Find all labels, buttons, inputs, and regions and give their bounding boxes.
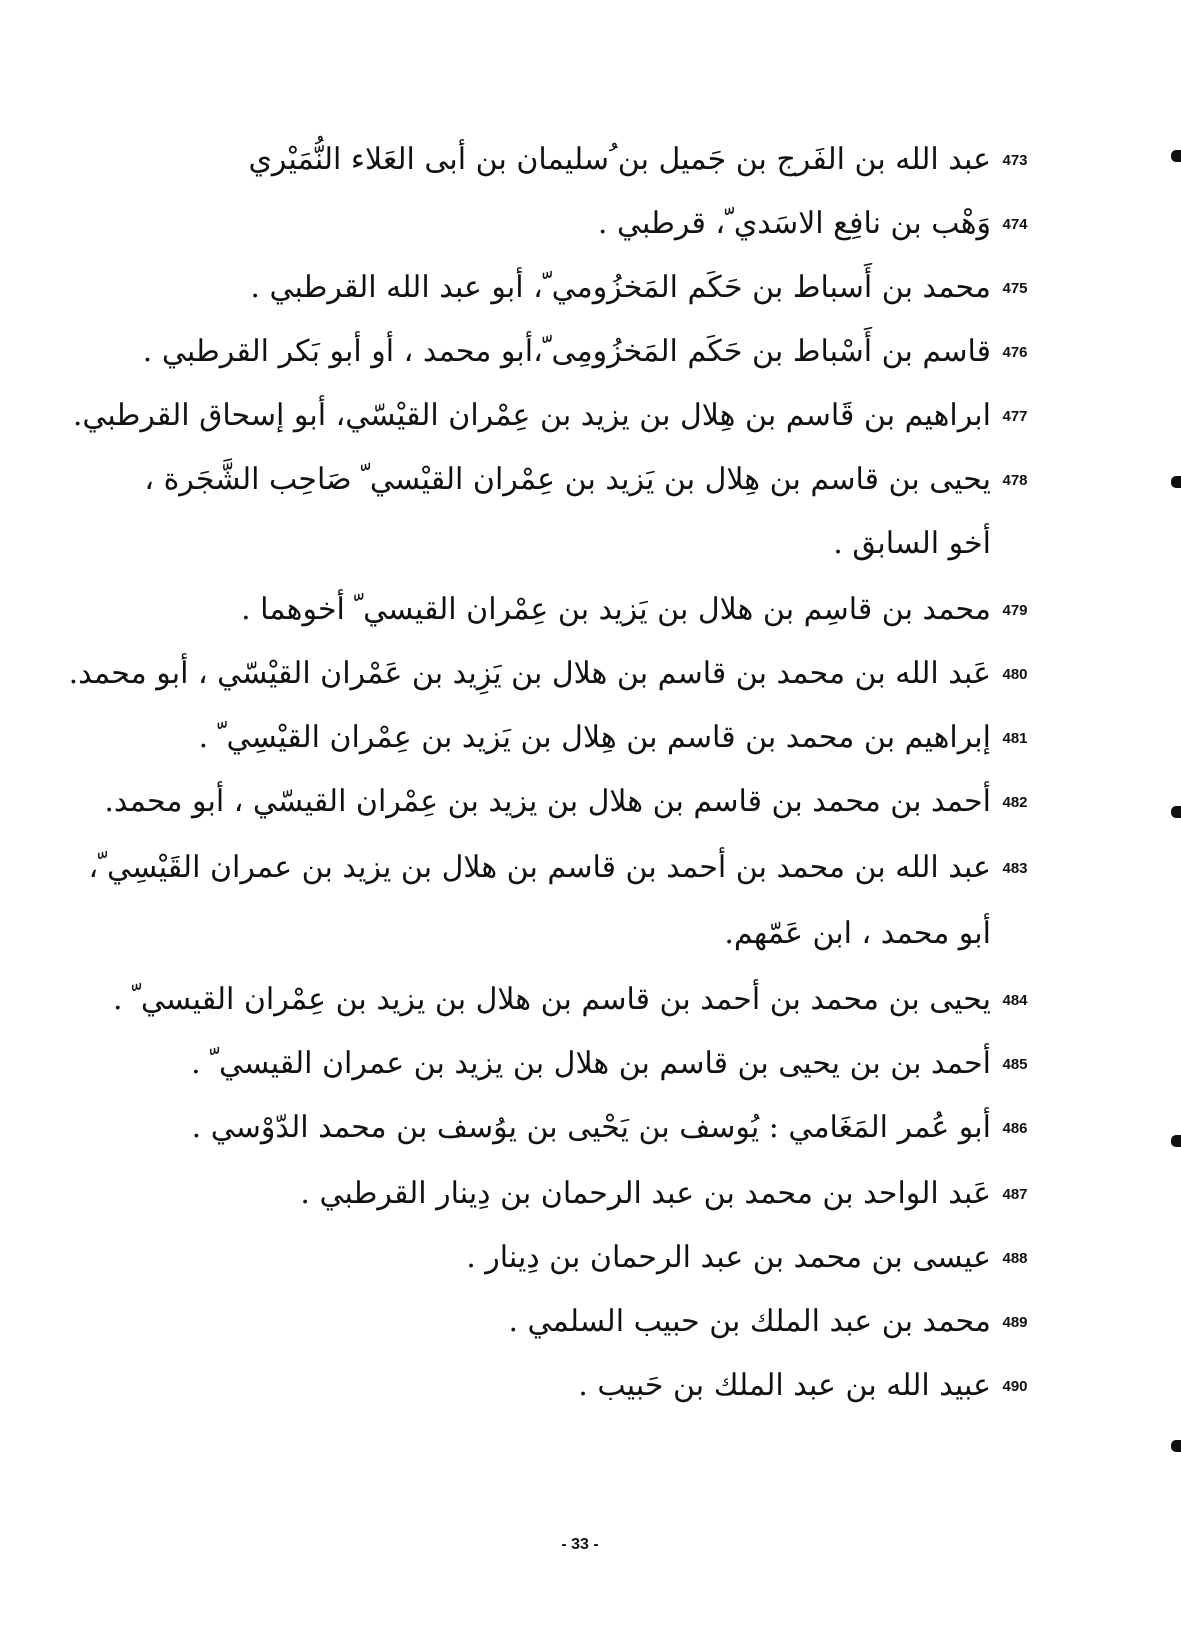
entry-number: 487 [1002, 1186, 1028, 1203]
entry-number: 486 [1002, 1120, 1028, 1137]
entry-number: 488 [1002, 1250, 1028, 1267]
entry-number: 485 [1002, 1056, 1028, 1073]
entry-text: أبو عُمر المَغَامي : يُوسف بن يَحْيى بن يوُسف بن محمد الدّوْسي . [191, 1110, 991, 1145]
entry-text: عبيد الله بن عبد الملك بن حَبيب . [578, 1368, 991, 1403]
entry-text: يحيى بن قاسم بن هِلال بن يَزيد بن عِمْران القيْسي ّ صَاحِب الشَّجَرة ، [144, 462, 991, 497]
page-number: - 33 - [561, 1536, 599, 1553]
entry-number: 473 [1002, 152, 1028, 169]
entry-number: 479 [1002, 602, 1028, 619]
entry-text: يحيى بن محمد بن أحمد بن قاسم بن هلال بن يزيد بن عِمْران القيسي ّ . [113, 982, 991, 1017]
entry-text: محمد بن عبد الملك بن حبيب السلمي . [508, 1304, 991, 1339]
margin-mark [1171, 1135, 1181, 1147]
entry-text: عبد الله بن محمد بن أحمد بن قاسم بن هلال بن يزيد بن عمران القَيْسِي ّ، [88, 850, 991, 885]
entry-text: وَهْب بن نافِع الاسَدي ّ، قرطبي . [597, 206, 991, 241]
entry-number: 490 [1002, 1378, 1028, 1395]
entry-text: عَبد الله بن محمد بن قاسم بن هلال بن يَزِيد بن عَمْران القيْسّي ، أبو محمد. [68, 656, 991, 691]
entry-number: 475 [1002, 280, 1028, 297]
entry-text: محمد بن قاسِم بن هلال بن يَزيد بن عِمْران القيسي ّ أخوهما . [241, 592, 991, 627]
entry-text: عبد الله بن الفَرج بن جَميل بن ُسليمان بن أبى العَلاء النُّمَيْري [248, 142, 991, 177]
entry-text: عيسى بن محمد بن عبد الرحمان بن دِينار . [466, 1240, 991, 1275]
entry-number: 474 [1002, 216, 1028, 233]
entry-text: محمد بن أَسباط بن حَكَم المَخزُومي ّ، أبو عبد الله القرطبي . [250, 270, 991, 305]
entry-number: 481 [1002, 730, 1028, 747]
entry-text: عَبد الواحد بن محمد بن عبد الرحمان بن دِينار القرطبي . [300, 1176, 991, 1211]
entry-number: 483 [1002, 860, 1028, 877]
entry-text-continuation: أخو السابق . [833, 526, 991, 561]
entry-text: قاسم بن أَسْباط بن حَكَم المَخزُومِى ّ،أبو محمد ، أو أبو بَكر القرطبي . [142, 334, 991, 369]
entry-number: 489 [1002, 1314, 1028, 1331]
entry-text: أحمد بن بن يحيى بن قاسم بن هلال بن يزيد بن عمران القيسي ّ . [191, 1046, 991, 1081]
entry-number: 476 [1002, 344, 1028, 361]
entry-number: 477 [1002, 408, 1028, 425]
entry-number: 482 [1002, 794, 1028, 811]
entry-number: 484 [1002, 992, 1028, 1009]
entry-text: إبراهيم بن محمد بن قاسم بن هِلال بن يَزيد بن عِمْران القيْسِي ّ . [198, 720, 991, 755]
margin-mark [1171, 806, 1181, 818]
entry-text-continuation: أبو محمد ، ابن عَمّهم. [724, 916, 991, 951]
entry-number: 480 [1002, 666, 1028, 683]
margin-mark [1171, 476, 1181, 488]
entry-text: أحمد بن محمد بن قاسم بن هلال بن يزيد بن عِمْران القيسّي ، أبو محمد. [104, 784, 991, 819]
margin-mark [1171, 1440, 1181, 1452]
entry-number: 478 [1002, 472, 1028, 489]
entry-text: ابراهيم بن قَاسم بن هِلال بن يزيد بن عِمْران القيْسّي، أبو إسحاق القرطبي. [72, 398, 991, 433]
margin-mark [1171, 150, 1181, 162]
